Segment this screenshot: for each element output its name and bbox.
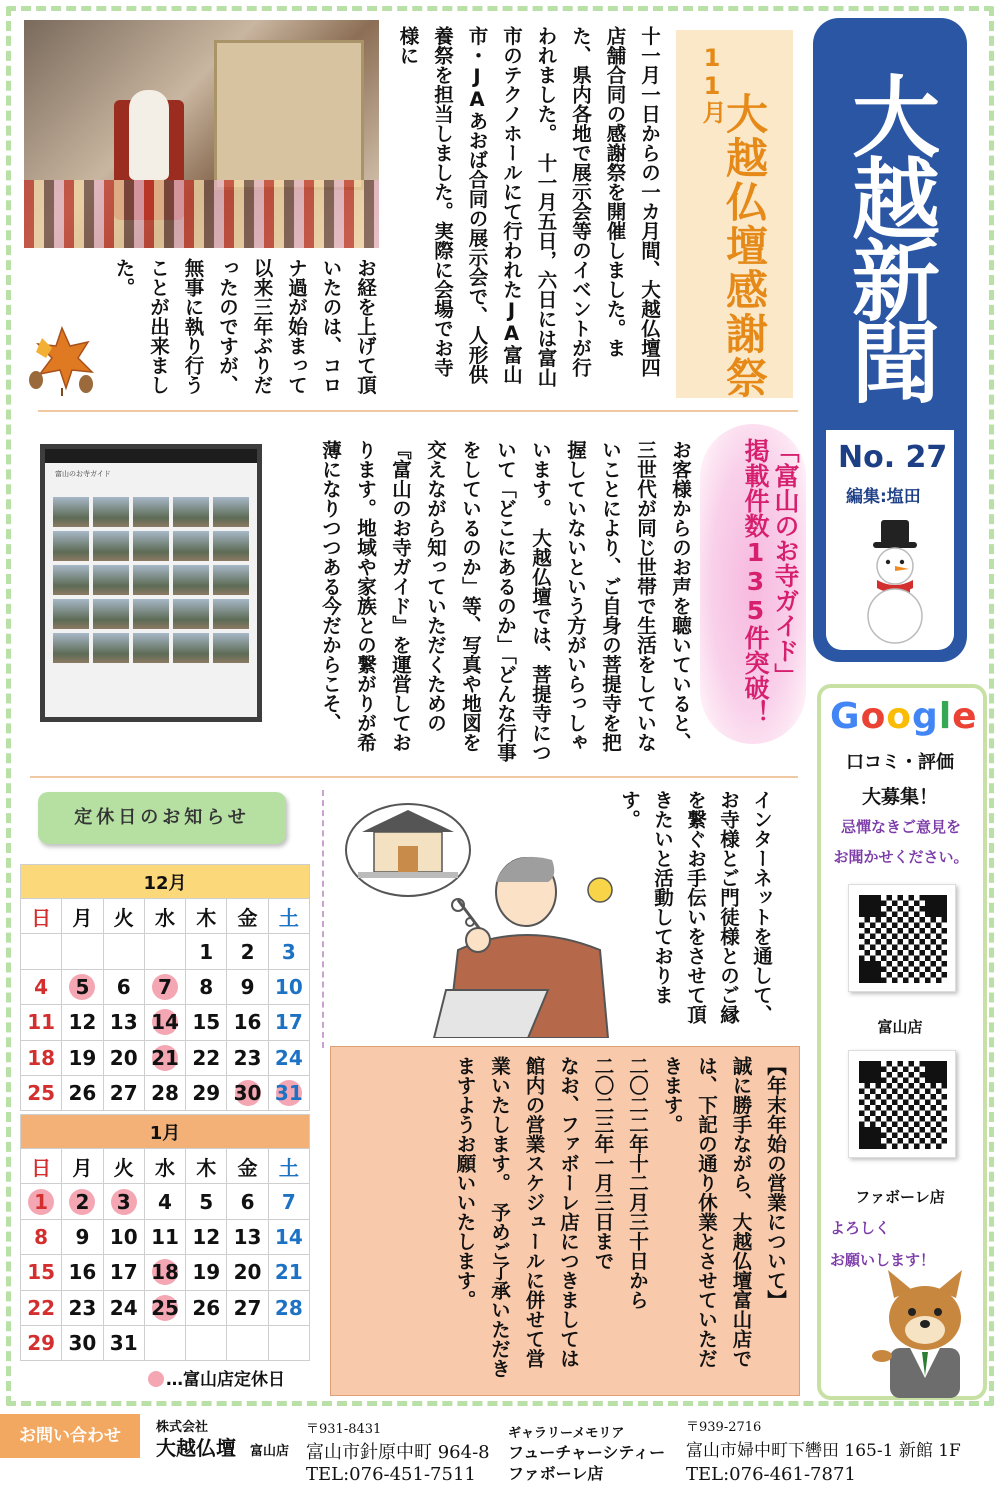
company-name: 大越仏壇 xyxy=(156,1436,236,1460)
calendar-day-closed: 1 xyxy=(21,1184,62,1219)
calendar-week-row xyxy=(21,934,310,969)
calendar-day: 9 xyxy=(62,1219,103,1254)
calendar-day: 14 xyxy=(268,1219,309,1254)
calendar-day: 4 xyxy=(21,969,62,1004)
review-closing: よろしく お願いします！ xyxy=(830,1219,936,1269)
closed-days-banner: 定休日のお知らせ xyxy=(38,792,286,844)
year-end-heading: 【年末年始の営業について】 xyxy=(764,1056,787,1310)
calendar-day: 3 xyxy=(268,934,309,969)
toyama-phone: TEL:076-451-7511 xyxy=(306,1464,476,1485)
calendar-week-row xyxy=(21,969,310,1004)
calendar-day: 1 xyxy=(186,934,227,969)
calendar-empty-cell xyxy=(268,1325,309,1360)
calendar-month-label: 12月 xyxy=(21,865,310,899)
calendar-week-row xyxy=(21,1184,310,1219)
calendar-day: 18 xyxy=(21,1040,62,1075)
calendar-day: 25 xyxy=(21,1075,62,1110)
calendar-day: 6 xyxy=(103,969,144,1004)
calendar-day-closed: 30 xyxy=(227,1075,268,1110)
january-calendar xyxy=(20,1114,310,1361)
calendar-day: 16 xyxy=(227,1005,268,1040)
calendar-day: 16 xyxy=(62,1255,103,1290)
calendar-day-closed: 5 xyxy=(62,969,103,1004)
favore-store-label: ファボーレ店 xyxy=(855,1188,945,1206)
calendar-day-closed: 31 xyxy=(268,1075,309,1110)
dog-mascot-illustration xyxy=(870,1268,980,1398)
calendar-day: 5 xyxy=(186,1184,227,1219)
favore-phone: TEL:076-461-7871 xyxy=(686,1464,856,1485)
article-month: 11月 xyxy=(698,44,726,124)
calendar-day: 19 xyxy=(186,1255,227,1290)
calendar-day: 26 xyxy=(186,1290,227,1325)
calendar-empty-cell xyxy=(21,934,62,969)
calendar-empty-cell xyxy=(144,1325,185,1360)
year-end-hours-text xyxy=(340,1056,792,1386)
calendar-day: 20 xyxy=(227,1255,268,1290)
calendar-day: 11 xyxy=(21,1005,62,1040)
calendar-day-closed: 18 xyxy=(144,1255,185,1290)
calendar-day: 28 xyxy=(144,1075,185,1110)
favore-address: 富山市婦中町下轡田 165-1 新館 1F xyxy=(686,1441,961,1461)
calendar-day: 13 xyxy=(103,1005,144,1040)
toyama-store-qr-code[interactable] xyxy=(848,884,956,992)
calendar-day: 24 xyxy=(268,1040,309,1075)
calendar-empty-cell xyxy=(227,1325,268,1360)
man-with-laptop-illustration xyxy=(338,790,614,1038)
gallery-name: ギャラリーメモリア xyxy=(508,1426,625,1441)
calendar-empty-cell xyxy=(144,934,185,969)
calendar-day: 12 xyxy=(186,1219,227,1254)
guide-article-body: お客様からのお声を聴いていると、三世代が同じ世帯で生活をしていないことにより、ご自身の菩提寺を把握していないという方がいらっしゃいます。 大越仏壇では、菩提寺について「どこにあるのか」「どんな行事をしているのか」等、写真や地図を交えながら知っていただくための『富山のお寺ガイド』を運営しております。地域や家族との繋がりが希薄になりつつある今だからこそ、 xyxy=(319,440,692,762)
favore-branch-name: ファボーレ店 xyxy=(508,1464,604,1483)
section-divider xyxy=(30,776,798,778)
calendar-day: 11 xyxy=(144,1219,185,1254)
calendar-day: 10 xyxy=(103,1219,144,1254)
calendar-day: 29 xyxy=(21,1325,62,1360)
weekday-row: 日 月 火 水 木 金 土 xyxy=(21,1149,310,1184)
calendar-day: 28 xyxy=(268,1290,309,1325)
article-body: 十一月一日からの一カ月間、大越仏壇四店舗合同の感謝祭を開催しました。また、県内各地で展示会等のイベントが行われました。 十一月五日，六日には富山市のテクノホールにて行われたJA富山市・JAあおば合同の展示会で、人形供養祭を担当しました。実際に会場でお寺様に xyxy=(396,26,661,387)
calendar-day: 9 xyxy=(227,969,268,1004)
calendar-day: 31 xyxy=(103,1325,144,1360)
calendar-day: 22 xyxy=(21,1290,62,1325)
calendar-day: 13 xyxy=(227,1219,268,1254)
review-subheading: 大募集！ xyxy=(861,786,938,808)
favore-store-qr-code[interactable] xyxy=(848,1050,956,1158)
article-body-continued: お経を上げて頂いたのは、コロナ過が始まって以来三年ぶりだったのですが、無事に執り行うことが出来ました。 xyxy=(112,258,377,395)
calendar-day: 22 xyxy=(186,1040,227,1075)
calendar-day-closed: 14 xyxy=(144,1005,185,1040)
calendar-day: 17 xyxy=(268,1005,309,1040)
calendar-day: 27 xyxy=(227,1290,268,1325)
calendar-day: 23 xyxy=(227,1040,268,1075)
editor-credit: 編集:塩田 xyxy=(846,487,921,507)
calendar-day: 17 xyxy=(103,1255,144,1290)
company-type: 株式会社 xyxy=(156,1420,209,1435)
calendar-week-row xyxy=(21,1255,310,1290)
calendar-day: 20 xyxy=(103,1040,144,1075)
calendar-day-closed: 25 xyxy=(144,1290,185,1325)
calendar-day: 29 xyxy=(186,1075,227,1110)
calendar-week-row xyxy=(21,1325,310,1360)
calendar-day-closed: 21 xyxy=(144,1040,185,1075)
calendar-day: 26 xyxy=(62,1075,103,1110)
calendar-week-row xyxy=(21,1075,310,1110)
calendar-week-row xyxy=(21,1219,310,1254)
calendar-day: 15 xyxy=(186,1005,227,1040)
snowman-illustration xyxy=(855,520,935,645)
calendar-day: 8 xyxy=(186,969,227,1004)
calendar-day-closed: 7 xyxy=(144,969,185,1004)
weekday-row: 日 月 火 水 木 金 土 xyxy=(21,899,310,934)
calendar-day: 27 xyxy=(103,1075,144,1110)
toyama-branch-name: 富山店 xyxy=(250,1444,290,1459)
calendar-week-row xyxy=(21,1005,310,1040)
calendar-day: 8 xyxy=(21,1219,62,1254)
guide-headline-line1: 「富山のお寺ガイド」 xyxy=(771,438,800,688)
favore-zip: 〒939-2716 xyxy=(686,1420,762,1435)
article-title: 大越仏壇感謝祭 xyxy=(720,92,769,400)
google-logo: Google xyxy=(830,696,978,737)
newspaper-title: 大越新聞 xyxy=(838,71,941,399)
calendar-empty-cell xyxy=(103,934,144,969)
calendar-legend: …富山店定休日 xyxy=(148,1365,285,1390)
closure-end: 二〇二三年一月三日まで xyxy=(591,1056,615,1271)
toyama-store-label: 富山店 xyxy=(877,1018,923,1036)
favore-notice: なお、ファボーレ店につきましては館内の営業スケジュールに併せて営業いたします。 予めご了承いただきますようお願いいたします。 xyxy=(453,1056,580,1378)
calendar-week-row xyxy=(21,1290,310,1325)
calendar-day: 24 xyxy=(103,1290,144,1325)
mall-name: フューチャーシティー xyxy=(508,1443,666,1462)
doll-memorial-photo xyxy=(24,20,379,248)
contact-label: お問い合わせ xyxy=(0,1414,140,1458)
toyama-zip: 〒931-8431 xyxy=(306,1422,382,1437)
calendar-day: 10 xyxy=(268,969,309,1004)
calendar-empty-cell xyxy=(186,1325,227,1360)
internet-activity-text: インターネットを通して、お寺様とご門徒様とのご縁を繋ぐお手伝いをさせて頂きたいと活動しております。 xyxy=(618,790,773,1024)
calendar-day: 15 xyxy=(21,1255,62,1290)
temple-guide-screenshot: 富山のお寺ガイド xyxy=(40,444,262,722)
calendar-day: 23 xyxy=(62,1290,103,1325)
calendar-empty-cell xyxy=(62,934,103,969)
calendar-day: 12 xyxy=(62,1005,103,1040)
autumn-leaves-icon xyxy=(22,318,102,398)
calendar-day: 4 xyxy=(144,1184,185,1219)
calendar-day-closed: 3 xyxy=(103,1184,144,1219)
closure-start: 二〇二二年十二月三十日から xyxy=(626,1056,649,1310)
calendar-day: 21 xyxy=(268,1255,309,1290)
calendar-month-label: 1月 xyxy=(21,1115,310,1149)
december-calendar xyxy=(20,864,310,1111)
calendar-day: 2 xyxy=(227,934,268,969)
review-heading: 口コミ・評価 xyxy=(846,752,954,773)
calendar-day: 6 xyxy=(227,1184,268,1219)
toyama-address: 富山市針原中町 964-8 xyxy=(306,1442,490,1463)
section-divider xyxy=(38,410,798,412)
year-end-notice: 誠に勝手ながら、大越仏壇富山店では、下記の通り休業とさせていただきます。 xyxy=(660,1056,753,1368)
calendar-day: 7 xyxy=(268,1184,309,1219)
guide-headline xyxy=(712,438,800,734)
calendar-day: 19 xyxy=(62,1040,103,1075)
review-request: 忌憚なきご意見を お聞かせください。 xyxy=(833,818,969,866)
column-divider xyxy=(322,790,324,1048)
closed-day-marker-icon xyxy=(148,1371,164,1387)
issue-number: No. 27 xyxy=(838,440,948,475)
guide-headline-line2: 掲載件数135件突破！ xyxy=(741,438,770,725)
calendar-day: 30 xyxy=(62,1325,103,1360)
calendar-week-row xyxy=(21,1040,310,1075)
calendar-day-closed: 2 xyxy=(62,1184,103,1219)
